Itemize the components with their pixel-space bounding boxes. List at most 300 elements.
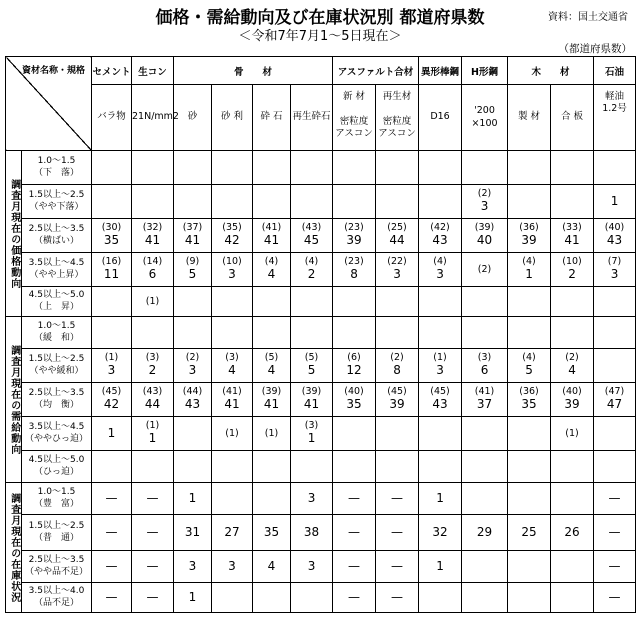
data-cell [92,287,132,317]
current-value: 47 [606,397,623,412]
table-row [6,253,636,287]
prev-value: (45) [101,386,122,397]
prev-value: (2) [477,263,492,275]
prev-value: (42) [430,222,450,233]
data-cell [462,219,508,253]
prev-value: (3) [477,352,492,363]
data-cell [462,515,508,551]
data-cell [212,185,253,219]
current-value: 4 [267,363,276,378]
data-cell [92,317,132,349]
data-cell [132,317,174,349]
data-cell [333,515,376,551]
current-value: — [105,558,118,573]
group-header: 骨 材 [174,57,333,85]
data-cell [212,583,253,613]
data-cell [508,483,551,515]
data-cell [253,551,291,583]
data-cell [253,287,291,317]
prev-value: (44) [182,386,203,397]
table-row [6,349,636,383]
table-row [6,185,636,219]
data-cell [174,515,212,551]
data-cell [253,349,291,383]
current-value: 3 [228,267,236,282]
column-subheader: 合 板 [551,85,594,151]
data-cell [253,383,291,417]
survey-table [5,56,636,613]
data-cell [594,515,636,551]
prev-value: (3) [225,352,239,363]
table-row [6,451,636,483]
data-cell [253,151,291,185]
data-cell [508,515,551,551]
data-cell [92,219,132,253]
data-cell [333,219,376,253]
prev-value: (35) [222,222,242,233]
current-value: — [348,524,361,539]
current-value: — [391,558,404,573]
data-cell [462,349,508,383]
current-value: 12 [346,363,362,378]
current-value: — [391,589,404,604]
current-value: 3 [188,363,197,378]
data-cell [419,451,462,483]
data-cell [92,253,132,287]
prev-value: (1) [145,295,160,307]
column-subheader: 製 材 [508,85,551,151]
section-title [6,317,22,483]
row-label: 1.0～1.5 （豊 富） [22,483,92,515]
data-cell [462,383,508,417]
row-label: 2.5以上～3.5 （横ばい） [22,219,92,253]
data-cell [92,185,132,219]
data-cell [551,451,594,483]
data-cell [212,451,253,483]
column-subheader: 砕 石 [253,85,291,151]
data-cell [132,551,174,583]
data-cell [462,483,508,515]
current-value: 3 [188,558,197,573]
data-cell [333,417,376,451]
section-title-text: 調査月現在の価格動向 [8,178,20,289]
current-value: 43 [432,397,448,412]
table-row [6,383,636,417]
data-cell [212,551,253,583]
current-value: 35 [103,233,120,248]
current-value: 41 [263,397,280,412]
prev-value: (4) [522,256,536,267]
data-cell [92,483,132,515]
current-value: 43 [184,397,201,412]
table-row [6,417,636,451]
prev-value: (25) [387,222,407,233]
data-cell [212,483,253,515]
current-value: 29 [476,524,493,539]
current-value: 3 [228,558,236,573]
data-cell [462,417,508,451]
row-label: 4.5以上～5.0 （上 昇） [22,287,92,317]
current-value: 1 [188,589,197,604]
data-cell [419,417,462,451]
data-cell [594,317,636,349]
data-cell [92,451,132,483]
data-cell [508,151,551,185]
prev-value: (32) [142,222,163,233]
current-value: 41 [224,397,240,412]
data-cell [376,551,419,583]
data-cell [132,383,174,417]
row-label: 3.5以上～4.5 （ややひっ迫） [22,417,92,451]
row-label: 3.5以上～4.5 （やや上昇） [22,253,92,287]
prev-value: (43) [142,386,163,397]
current-value: 4 [568,363,576,378]
current-value: 3 [307,490,316,505]
data-cell [212,151,253,185]
data-cell [376,253,419,287]
data-cell [132,349,174,383]
prev-value: (5) [304,352,319,363]
current-value: — [608,490,621,505]
table-row [6,151,636,185]
row-label: 2.5以上～3.5 （均 衡） [22,383,92,417]
data-cell [594,583,636,613]
current-value: 43 [606,233,623,248]
column-subheader: 砂 [174,85,212,151]
prev-value: (40) [344,386,364,397]
page-title: 価格・需給動向及び在庫状況別 都道府県数 [155,8,485,28]
data-cell [462,185,508,219]
data-cell [333,185,376,219]
table-row [6,287,636,317]
prev-value: (7) [607,256,622,267]
current-value: — [146,490,159,505]
prev-value: (10) [562,256,582,267]
data-cell [212,417,253,451]
prev-value: (36) [519,386,539,397]
corner-header [6,57,92,151]
data-cell [419,253,462,287]
current-value: 44 [144,397,161,412]
data-cell [508,417,551,451]
data-cell [132,253,174,287]
data-cell [376,349,419,383]
current-value: — [608,558,621,573]
data-cell [376,219,419,253]
current-value: 11 [103,267,120,282]
prev-value: (4) [522,352,536,363]
row-label: 1.5以上～2.5 （やや緩和） [22,349,92,383]
current-value: 41 [303,397,320,412]
data-cell [291,515,333,551]
data-cell [253,515,291,551]
data-cell [174,483,212,515]
data-cell [92,349,132,383]
group-header: 生コン [132,57,174,85]
current-value: 31 [184,524,201,539]
page-subtitle: ＜令和7年7月1～5日現在＞ [238,29,402,44]
current-value: 3 [436,363,444,378]
data-cell [291,185,333,219]
prev-value: (1) [433,352,447,363]
data-cell [594,287,636,317]
section-title-text: 調査月現在の需給動向 [8,344,20,455]
data-cell [333,383,376,417]
data-cell [291,483,333,515]
prev-value: (2) [390,352,404,363]
data-cell [174,185,212,219]
data-cell [333,151,376,185]
data-cell [212,515,253,551]
corner-label: 資材名称・規格 [21,66,85,76]
section-title-text: 調査月現在の在庫状況 [8,492,20,603]
prev-value: (2) [565,352,579,363]
current-value: 35 [521,397,537,412]
data-cell [419,483,462,515]
current-value: 37 [476,397,493,412]
prev-value: (33) [562,222,582,233]
current-value: 35 [346,397,362,412]
current-value: — [146,589,159,604]
current-value: — [105,524,118,539]
current-value: 1 [436,558,444,573]
data-cell [551,287,594,317]
column-subheader: '200 ×100 [462,85,508,151]
data-cell [376,417,419,451]
current-value: 39 [564,397,580,412]
data-cell [174,219,212,253]
data-cell [291,583,333,613]
prev-value: (39) [474,222,495,233]
current-value: — [348,589,361,604]
data-cell [376,185,419,219]
group-header: H形鋼 [462,57,508,85]
data-cell [551,551,594,583]
data-cell [376,383,419,417]
group-header: 木 材 [508,57,594,85]
data-cell [291,551,333,583]
current-value: 1 [307,431,316,446]
data-cell [594,349,636,383]
data-cell [253,219,291,253]
current-value: 1 [107,425,116,440]
prev-value: (6) [347,352,361,363]
current-value: 3 [480,199,489,214]
data-cell [594,185,636,219]
data-cell [462,151,508,185]
data-cell [508,317,551,349]
data-cell [551,417,594,451]
current-value: 3 [307,558,316,573]
source-note: 資料：国土交通省 [548,12,628,23]
row-label: 3.5以上～4.0 （品不足） [22,583,92,613]
data-cell [508,287,551,317]
current-value: 25 [521,524,537,539]
row-label: 4.5以上～5.0 （ひっ迫） [22,451,92,483]
prev-value: (5) [264,352,279,363]
data-cell [291,317,333,349]
data-cell [333,451,376,483]
prev-value: (40) [604,222,625,233]
data-cell [92,515,132,551]
data-cell [212,253,253,287]
current-value: 3 [107,363,116,378]
current-value: 38 [303,524,320,539]
column-subheader: 再生材 密粒度 アスコン [376,85,419,151]
data-cell [333,287,376,317]
table-row [6,219,636,253]
data-cell [508,451,551,483]
table-row [6,317,636,349]
prev-value: (41) [222,386,242,397]
data-cell [174,383,212,417]
prev-value: (30) [101,222,122,233]
column-subheader: 砂 利 [212,85,253,151]
data-cell [594,451,636,483]
data-cell [594,551,636,583]
data-cell [419,219,462,253]
data-cell [132,417,174,451]
data-cell [419,349,462,383]
current-value: 45 [303,233,320,248]
current-value: 8 [393,363,401,378]
data-cell [253,317,291,349]
data-cell [174,253,212,287]
data-cell [253,483,291,515]
data-cell [551,583,594,613]
data-cell [132,287,174,317]
data-cell [419,583,462,613]
current-value: — [348,490,361,505]
prev-value: (37) [182,222,203,233]
data-cell [291,287,333,317]
prev-value: (1) [104,352,119,363]
data-cell [594,383,636,417]
data-cell [462,451,508,483]
current-value: — [608,524,621,539]
data-cell [551,151,594,185]
data-cell [174,583,212,613]
current-value: 39 [389,397,405,412]
data-cell [132,185,174,219]
prev-value: (14) [142,256,163,267]
current-value: — [146,524,159,539]
column-subheader: 21N/mm2 [132,85,174,151]
data-cell [92,151,132,185]
prev-value: (23) [344,222,364,233]
prev-value: (40) [562,386,582,397]
prev-value: (4) [304,256,319,267]
prev-value: (1) [264,427,279,439]
data-cell [92,583,132,613]
group-header: セメント [92,57,132,85]
data-cell [132,483,174,515]
current-value: 40 [476,233,493,248]
data-cell [551,349,594,383]
current-value: — [608,589,621,604]
data-cell [174,451,212,483]
current-value: 41 [263,233,280,248]
data-cell [551,219,594,253]
data-cell [376,483,419,515]
data-cell [594,151,636,185]
current-value: — [146,558,159,573]
current-value: — [391,490,404,505]
current-value: 1 [610,193,619,208]
data-cell [376,287,419,317]
current-value: 1 [148,431,157,446]
data-cell [376,451,419,483]
data-cell [376,515,419,551]
current-value: — [105,589,118,604]
row-label: 1.5以上～2.5 （普 通） [22,515,92,551]
data-cell [594,417,636,451]
section-title [6,483,22,613]
current-value: 41 [184,233,201,248]
row-label: 1.0～1.5 （緩 和） [22,317,92,349]
data-cell [253,417,291,451]
prev-value: (16) [101,256,122,267]
prev-value: (9) [185,256,200,267]
data-cell [212,287,253,317]
current-value: 1 [525,267,533,282]
data-cell [132,515,174,551]
data-cell [174,417,212,451]
data-cell [212,383,253,417]
data-cell [333,583,376,613]
group-header: アスファルト合材 [333,57,419,85]
data-cell [376,151,419,185]
current-value: 27 [224,524,240,539]
current-value: 3 [393,267,401,282]
data-cell [594,219,636,253]
data-cell [174,349,212,383]
prev-value: (23) [344,256,364,267]
current-value: 26 [564,524,580,539]
current-value: 4 [228,363,236,378]
current-value: 6 [148,267,157,282]
current-value: 3 [610,267,619,282]
current-value: 1 [436,490,444,505]
prev-value: (45) [387,386,407,397]
prev-value: (43) [301,222,322,233]
table-row [6,583,636,613]
current-value: 42 [103,397,120,412]
data-cell [174,287,212,317]
current-value: — [348,558,361,573]
prev-value: (4) [264,256,279,267]
data-cell [551,317,594,349]
prev-value: (41) [474,386,495,397]
data-cell [419,383,462,417]
data-cell [333,551,376,583]
data-cell [92,383,132,417]
row-label: 1.0～1.5 （下 落） [22,151,92,185]
column-subheader: 新 材 密粒度 アスコン [333,85,376,151]
data-cell [462,287,508,317]
data-cell [132,151,174,185]
data-cell [508,583,551,613]
data-cell [419,515,462,551]
data-cell [291,451,333,483]
prev-value: (22) [387,256,407,267]
prev-value: (1) [565,427,579,439]
data-cell [419,287,462,317]
data-cell [551,383,594,417]
table-row [6,515,636,551]
data-cell [174,151,212,185]
data-cell [551,253,594,287]
